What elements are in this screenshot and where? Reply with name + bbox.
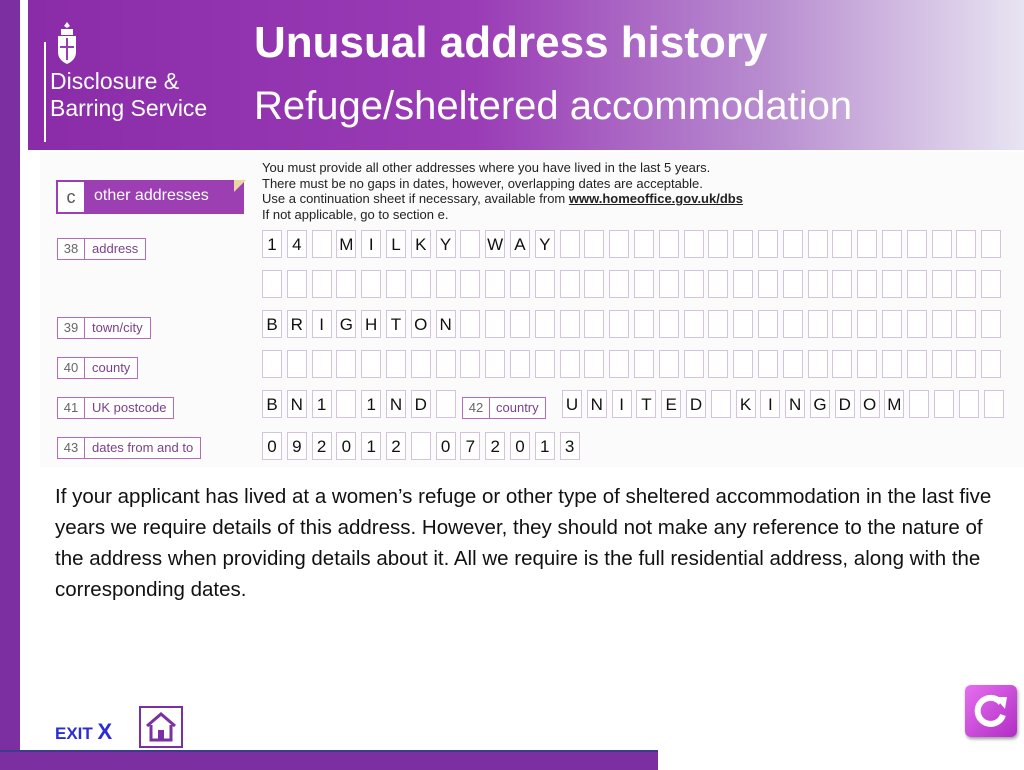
header-banner (28, 0, 1024, 150)
letter-box[interactable] (882, 350, 902, 378)
letter-box[interactable]: N (436, 310, 456, 338)
letter-box[interactable] (634, 310, 654, 338)
letter-box[interactable] (857, 350, 877, 378)
letter-box[interactable] (981, 270, 1001, 298)
letter-box[interactable] (882, 310, 902, 338)
letter-box[interactable]: B (262, 310, 282, 338)
letter-box[interactable]: 1 (361, 390, 381, 418)
letter-box[interactable]: 3 (560, 432, 580, 460)
org-name-line2: Barring Service (50, 95, 208, 121)
letter-box[interactable]: 2 (485, 432, 505, 460)
letter-box[interactable]: 9 (287, 432, 307, 460)
form-instructions (262, 160, 743, 222)
letter-box[interactable]: 0 (510, 432, 530, 460)
letter-box[interactable] (312, 270, 332, 298)
letter-box[interactable] (287, 270, 307, 298)
letter-box[interactable] (857, 270, 877, 298)
letter-box[interactable] (436, 350, 456, 378)
section-c-heading (56, 180, 246, 212)
home-icon (141, 708, 181, 746)
label-address (57, 238, 146, 260)
letter-box[interactable] (659, 350, 679, 378)
section-letter: c (56, 180, 86, 214)
home-button[interactable] (139, 706, 183, 748)
letter-box[interactable] (361, 270, 381, 298)
country-boxes[interactable] (562, 390, 1008, 418)
letter-box[interactable] (932, 310, 952, 338)
page-subtitle: Refuge/sheltered accommodation (254, 84, 853, 128)
letter-box[interactable] (758, 270, 778, 298)
letter-box[interactable] (386, 270, 406, 298)
label-dates (57, 437, 201, 459)
exit-button[interactable] (55, 719, 112, 745)
field-number: 38 (58, 239, 85, 259)
label-country (462, 397, 546, 419)
letter-box[interactable] (386, 350, 406, 378)
letter-box[interactable]: 2 (386, 432, 406, 460)
letter-box[interactable] (832, 270, 852, 298)
label-postcode (57, 397, 174, 419)
letter-box[interactable] (832, 230, 852, 258)
crest-icon (52, 20, 82, 68)
letter-box[interactable] (882, 270, 902, 298)
instruction-line: You must provide all other addresses where you have lived in the last 5 years. (262, 160, 711, 175)
field-number: 42 (463, 398, 490, 418)
field-label: country (496, 400, 539, 415)
letter-box[interactable]: L (386, 230, 406, 258)
letter-box[interactable]: 1 (361, 432, 381, 460)
letter-box[interactable] (684, 270, 704, 298)
letter-box[interactable] (336, 350, 356, 378)
letter-box[interactable] (733, 270, 753, 298)
letter-box[interactable]: G (810, 390, 830, 418)
letter-box[interactable] (956, 350, 976, 378)
explanation-text: If your applicant has lived at a women’s refuge or other type of sheltered accommodation in the last five years we require details of this address. However, they should not make any reference to the nature of the address when providing details about it. All we require is the full residential address, along with the corresponding dates. (55, 485, 992, 601)
letter-box[interactable] (535, 270, 555, 298)
letter-box[interactable] (460, 270, 480, 298)
letter-box[interactable]: W (485, 230, 505, 258)
letter-box[interactable]: I (760, 390, 780, 418)
letter-box[interactable] (832, 310, 852, 338)
letter-box[interactable]: G (336, 310, 356, 338)
letter-box[interactable] (659, 230, 679, 258)
letter-box[interactable] (711, 390, 731, 418)
letter-box[interactable]: 1 (262, 230, 282, 258)
letter-box[interactable] (634, 230, 654, 258)
letter-box[interactable] (758, 350, 778, 378)
letter-box[interactable]: B (262, 390, 282, 418)
letter-box[interactable]: 2 (312, 432, 332, 460)
letter-box[interactable] (609, 270, 629, 298)
org-name-line1: Disclosure & (50, 68, 180, 94)
letter-box[interactable] (510, 310, 530, 338)
letter-box[interactable] (808, 350, 828, 378)
field-label: address (92, 241, 139, 256)
letter-box[interactable] (262, 270, 282, 298)
letter-box[interactable] (783, 230, 803, 258)
left-accent-bar (0, 0, 20, 768)
letter-box[interactable]: 0 (436, 432, 456, 460)
letter-box[interactable] (634, 270, 654, 298)
letter-box[interactable]: 1 (535, 432, 555, 460)
letter-box[interactable] (808, 270, 828, 298)
logo-text (50, 68, 207, 122)
address-line2-boxes[interactable] (262, 270, 1006, 298)
letter-box[interactable] (510, 270, 530, 298)
letter-box[interactable] (584, 350, 604, 378)
letter-box[interactable] (262, 350, 282, 378)
town-boxes[interactable] (262, 310, 1006, 338)
letter-box[interactable]: D (835, 390, 855, 418)
instruction-line: There must be no gaps in dates, however, overlapping dates are acceptable. (262, 175, 703, 191)
letter-box[interactable] (659, 310, 679, 338)
letter-box[interactable]: K (736, 390, 756, 418)
letter-box[interactable]: I (312, 310, 332, 338)
letter-box[interactable]: M (884, 390, 904, 418)
letter-box[interactable]: 0 (262, 432, 282, 460)
letter-box[interactable]: I (612, 390, 632, 418)
letter-box[interactable] (981, 350, 1001, 378)
letter-box[interactable]: N (287, 390, 307, 418)
letter-box[interactable] (708, 350, 728, 378)
letter-box[interactable]: M (336, 230, 356, 258)
postcode-boxes[interactable] (262, 390, 460, 418)
logo-divider (44, 42, 46, 142)
page-title: Unusual address history (254, 18, 768, 67)
dbs-logo (36, 20, 236, 130)
letter-box[interactable] (411, 270, 431, 298)
letter-box[interactable] (758, 310, 778, 338)
letter-box[interactable]: 7 (460, 432, 480, 460)
field-number: 43 (58, 438, 85, 458)
letter-box[interactable] (708, 230, 728, 258)
letter-box[interactable] (733, 310, 753, 338)
letter-box[interactable] (857, 230, 877, 258)
letter-box[interactable] (981, 310, 1001, 338)
letter-box[interactable] (684, 350, 704, 378)
field-label: county (92, 360, 131, 375)
letter-box[interactable] (708, 270, 728, 298)
field-label: UK postcode (92, 400, 167, 415)
letter-box[interactable] (783, 310, 803, 338)
section-title: other addresses (86, 180, 244, 214)
letter-box[interactable] (411, 432, 431, 460)
letter-box[interactable]: Y (535, 230, 555, 258)
letter-box[interactable] (832, 350, 852, 378)
letter-box[interactable] (510, 350, 530, 378)
letter-box[interactable] (336, 270, 356, 298)
letter-box[interactable]: H (361, 310, 381, 338)
letter-box[interactable] (932, 230, 952, 258)
address-line1-boxes[interactable] (262, 230, 1006, 258)
letter-box[interactable] (312, 230, 332, 258)
letter-box[interactable] (460, 310, 480, 338)
letter-box[interactable] (560, 270, 580, 298)
letter-box[interactable] (411, 350, 431, 378)
letter-box[interactable] (287, 350, 307, 378)
instruction-text: Use a continuation sheet if necessary, available from (262, 191, 569, 206)
county-boxes[interactable] (262, 350, 1006, 378)
footer-bar (0, 750, 658, 770)
letter-box[interactable] (808, 310, 828, 338)
letter-box[interactable] (336, 390, 356, 418)
letter-box[interactable] (361, 350, 381, 378)
letter-box[interactable]: D (411, 390, 431, 418)
letter-box[interactable] (932, 270, 952, 298)
refresh-button[interactable] (965, 685, 1017, 737)
letter-box[interactable] (684, 310, 704, 338)
instruction-line (262, 191, 743, 207)
label-county (57, 357, 138, 379)
instruction-line: If not applicable, go to section e. (262, 206, 449, 222)
letter-box[interactable]: O (860, 390, 880, 418)
letter-box[interactable] (584, 310, 604, 338)
exit-x: X (97, 719, 113, 744)
letter-box[interactable]: Y (436, 230, 456, 258)
letter-box[interactable]: O (411, 310, 431, 338)
letter-box[interactable] (959, 390, 979, 418)
label-town (57, 317, 151, 339)
letter-box[interactable] (708, 310, 728, 338)
letter-box[interactable] (485, 350, 505, 378)
homeoffice-link[interactable]: www.homeoffice.gov.uk/dbs (568, 191, 743, 206)
letter-box[interactable] (783, 270, 803, 298)
letter-box[interactable] (808, 230, 828, 258)
exit-label: EXIT (55, 724, 93, 743)
letter-box[interactable] (609, 230, 629, 258)
letter-box[interactable] (609, 310, 629, 338)
letter-box[interactable]: N (386, 390, 406, 418)
letter-box[interactable] (907, 350, 927, 378)
letter-box[interactable] (312, 350, 332, 378)
letter-box[interactable] (436, 270, 456, 298)
letter-box[interactable]: I (361, 230, 381, 258)
letter-box[interactable] (733, 230, 753, 258)
letter-box[interactable] (733, 350, 753, 378)
field-number: 39 (58, 318, 85, 338)
letter-box[interactable]: N (587, 390, 607, 418)
letter-box[interactable]: E (661, 390, 681, 418)
letter-box[interactable]: 4 (287, 230, 307, 258)
letter-box[interactable] (932, 350, 952, 378)
letter-box[interactable] (907, 270, 927, 298)
letter-box[interactable] (460, 350, 480, 378)
letter-box[interactable] (934, 390, 954, 418)
letter-box[interactable]: D (686, 390, 706, 418)
field-number: 41 (58, 398, 85, 418)
letter-box[interactable]: 1 (312, 390, 332, 418)
letter-box[interactable]: K (411, 230, 431, 258)
letter-box[interactable] (460, 230, 480, 258)
letter-box[interactable]: 0 (336, 432, 356, 460)
letter-box[interactable]: A (510, 230, 530, 258)
field-label: town/city (92, 320, 143, 335)
letter-box[interactable]: N (785, 390, 805, 418)
letter-box[interactable]: R (287, 310, 307, 338)
letter-box[interactable] (783, 350, 803, 378)
letter-box[interactable] (956, 310, 976, 338)
letter-box[interactable] (634, 350, 654, 378)
letter-box[interactable] (485, 310, 505, 338)
letter-box[interactable] (560, 230, 580, 258)
letter-box[interactable] (984, 390, 1004, 418)
letter-box[interactable] (560, 310, 580, 338)
refresh-icon (965, 685, 1017, 737)
letter-box[interactable] (560, 350, 580, 378)
letter-box[interactable] (609, 350, 629, 378)
letter-box[interactable] (907, 230, 927, 258)
letter-box[interactable] (758, 230, 778, 258)
letter-box[interactable] (857, 310, 877, 338)
letter-box[interactable] (535, 350, 555, 378)
letter-box[interactable] (981, 230, 1001, 258)
letter-box[interactable] (535, 310, 555, 338)
letter-box[interactable] (584, 270, 604, 298)
letter-box[interactable] (584, 230, 604, 258)
letter-box[interactable] (684, 230, 704, 258)
field-number: 40 (58, 358, 85, 378)
letter-box[interactable] (882, 230, 902, 258)
tab-fold (234, 180, 246, 192)
letter-box[interactable] (907, 310, 927, 338)
letter-box[interactable] (436, 390, 456, 418)
letter-box[interactable] (485, 270, 505, 298)
field-label: dates from and to (92, 440, 194, 455)
letter-box[interactable]: T (386, 310, 406, 338)
letter-box[interactable] (659, 270, 679, 298)
letter-box[interactable]: T (636, 390, 656, 418)
dates-boxes[interactable] (262, 432, 584, 460)
letter-box[interactable] (956, 230, 976, 258)
letter-box[interactable] (956, 270, 976, 298)
letter-box[interactable] (909, 390, 929, 418)
letter-box[interactable]: U (562, 390, 582, 418)
